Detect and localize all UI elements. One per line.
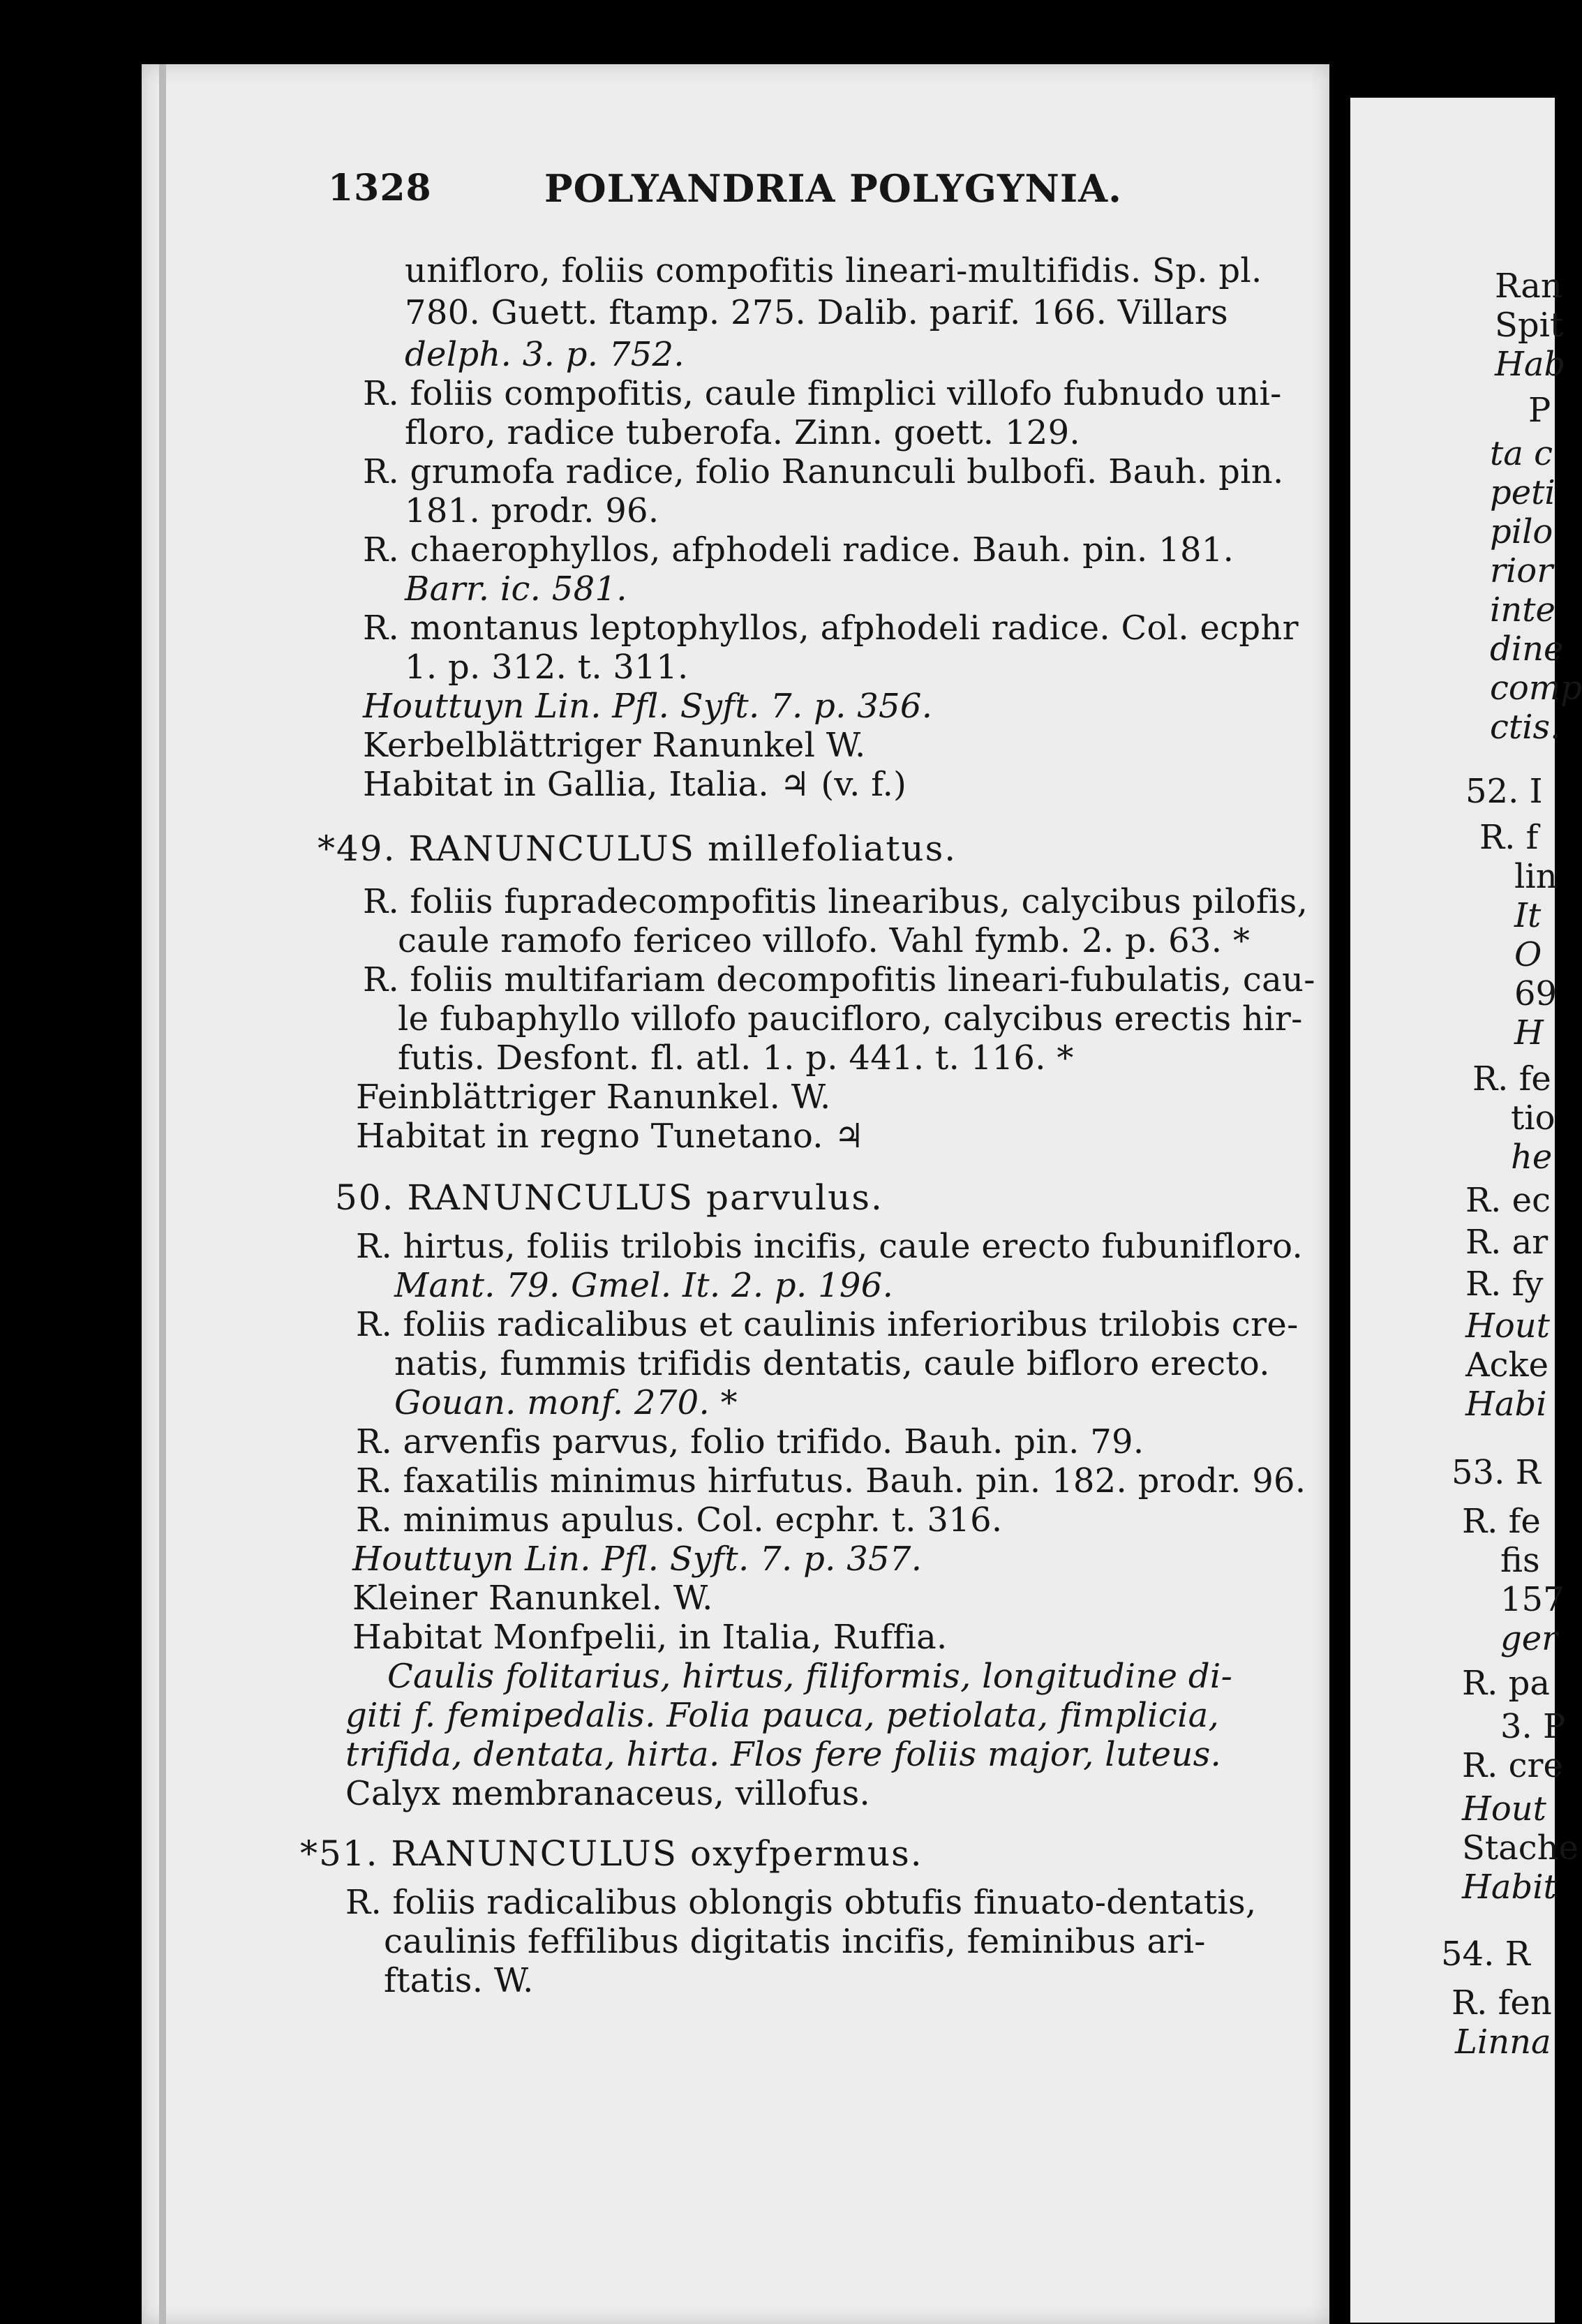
right-page-text: tio (1511, 1098, 1555, 1138)
right-page-text: comp (1490, 669, 1582, 708)
text-line: futis. Desfont. fl. atl. 1. p. 441. t. 116. * (398, 1038, 1074, 1078)
right-page-text: Spit (1495, 306, 1564, 345)
right-page-text: dine (1490, 630, 1564, 669)
right-page-text: he (1511, 1138, 1553, 1177)
text-line: natis, fummis trifidis dentatis, caule bifloro erecto. (394, 1344, 1270, 1383)
right-page-text: R. cre (1462, 1746, 1563, 1785)
text-line: R. foliis radicalibus et caulinis inferioribus trilobis cre- (356, 1305, 1299, 1344)
right-page-text: 54. R (1441, 1935, 1530, 1974)
text-line: le fubaphyllo villofo paucifloro, calycibus erectis hir- (398, 999, 1303, 1038)
text-line: Kleiner Ranunkel. W. (352, 1579, 713, 1618)
right-page-text: R. f (1479, 818, 1539, 857)
text-line: Caulis folitarius, hirtus, filiformis, longitudine di- (387, 1657, 1233, 1696)
right-page-text: 3. P (1500, 1707, 1566, 1746)
right-page-text: ctis. (1490, 708, 1561, 747)
text-line: Houttuyn Lin. Pfl. Syft. 7. p. 356. (363, 687, 933, 726)
text-line: 780. Guett. ftamp. 275. Dalib. parif. 166. Villars (405, 293, 1228, 332)
text-line: 181. prodr. 96. (405, 491, 659, 530)
text-line: Houttuyn Lin. Pfl. Syft. 7. p. 357. (352, 1540, 923, 1579)
right-page-text: Ran (1495, 267, 1562, 306)
right-page-text: Hout (1465, 1306, 1550, 1346)
right-page-text: Stache (1462, 1828, 1579, 1868)
right-page-text: R. ec (1465, 1181, 1551, 1220)
right-page-text: R. fe (1462, 1502, 1541, 1541)
right-page-text: ta c (1490, 434, 1553, 473)
text-line: R. foliis multifariam decompofitis lineari-fubulatis, cau- (363, 960, 1315, 999)
right-page-text: 69 (1514, 974, 1558, 1013)
text-line: Habitat Monfpelii, in Italia, Ruffia. (352, 1618, 948, 1657)
right-page-text: lin (1514, 857, 1558, 896)
text-line: caule ramofo fericeo villofo. Vahl fymb. 2. p. 63. * (398, 921, 1251, 960)
right-page-text: 157 (1500, 1580, 1565, 1619)
text-line: R. faxatilis minimus hirfutus. Bauh. pin. 182. prodr. 96. (356, 1461, 1306, 1500)
right-page-text: R. fy (1465, 1265, 1544, 1304)
right-page-text: peti (1490, 473, 1555, 512)
right-page-text: R. fe (1472, 1059, 1551, 1098)
right-page-text: fis (1500, 1541, 1540, 1580)
right-page-text: R. fen (1452, 1983, 1552, 2023)
species-heading: *51. RANUNCULUS oxyfpermus. (300, 1833, 923, 1874)
species-heading: *49. RANUNCULUS millefoliatus. (318, 828, 957, 869)
right-page-text: R. ar (1465, 1223, 1549, 1262)
right-page-text: It (1514, 896, 1542, 935)
right-page-text: 53. R (1452, 1453, 1541, 1492)
right-page-text: Linna (1455, 2023, 1551, 2062)
right-page-text: Hab (1495, 345, 1566, 384)
running-title: POLYANDRIA POLYGYNIA. (544, 166, 1122, 211)
text-line: Calyx membranaceus, villofus. (345, 1774, 871, 1813)
text-line: R. chaerophyllos, afphodeli radice. Bauh. pin. 181. (363, 530, 1234, 569)
text-line: R. hirtus, foliis trilobis incifis, caule erecto fubunifloro. (356, 1227, 1304, 1266)
text-line: R. arvenfis parvus, folio trifido. Bauh. pin. 79. (356, 1422, 1144, 1461)
book-gutter (1329, 64, 1350, 2324)
text-line: Barr. ic. 581. (405, 569, 627, 609)
text-line: trifida, dentata, hirta. Flos fere foliis major, luteus. (345, 1735, 1222, 1774)
right-page-text: Acke (1465, 1346, 1549, 1385)
text-line: delph. 3. p. 752. (405, 335, 685, 374)
species-heading: 50. RANUNCULUS parvulus. (335, 1177, 883, 1218)
right-page-text: P (1528, 391, 1551, 430)
text-line: R. foliis compofitis, caule fimplici villofo fubnudo uni- (363, 374, 1282, 413)
text-line: Feinblättriger Ranunkel. W. (356, 1078, 831, 1117)
text-line: Mant. 79. Gmel. It. 2. p. 196. (394, 1266, 894, 1305)
right-page-text: Hout (1462, 1789, 1546, 1828)
right-page-text: R. pa (1462, 1664, 1550, 1703)
right-page-text: Habi (1465, 1385, 1547, 1424)
right-page-text: rior (1490, 551, 1553, 590)
text-line: R. grumofa radice, folio Ranunculi bulbofi. Bauh. pin. (363, 452, 1284, 491)
right-page-text: O (1514, 935, 1542, 974)
text-line: 1. p. 312. t. 311. (405, 648, 689, 687)
right-page-text: Habit (1462, 1868, 1557, 1907)
text-line: R. montanus leptophyllos, afphodeli radice. Col. ecphr (363, 609, 1299, 648)
right-page-text: ger (1500, 1619, 1558, 1658)
right-page-text: 52. I (1465, 772, 1543, 811)
text-line: Kerbelblättriger Ranunkel W. (363, 726, 866, 765)
right-page-text: inte (1490, 590, 1555, 630)
text-line: ftatis. W. (384, 1961, 534, 2000)
text-line: Gouan. monf. 270. * (394, 1383, 738, 1422)
text-line: caulinis feffilibus digitatis incifis, feminibus ari- (384, 1922, 1206, 1961)
text-line: unifloro, foliis compofitis lineari-multifidis. Sp. pl. (405, 251, 1262, 290)
right-page-text: pilo (1490, 512, 1553, 551)
text-line: R. minimus apulus. Col. ecphr. t. 316. (356, 1500, 1003, 1540)
page-number: 1328 (328, 167, 432, 209)
page-edge-shadow (159, 64, 166, 2324)
text-line: R. foliis radicalibus oblongis obtufis finuato-dentatis, (345, 1883, 1257, 1922)
text-line: giti f. femipedalis. Folia pauca, petiolata, fimplicia, (345, 1696, 1220, 1735)
text-line: Habitat in Gallia, Italia. ♃ (v. f.) (363, 765, 907, 804)
text-line: floro, radice tuberofa. Zinn. goett. 129. (405, 413, 1080, 452)
text-line: Habitat in regno Tunetano. ♃ (356, 1117, 865, 1156)
text-line: R. foliis fupradecompofitis linearibus, calycibus pilofis, (363, 882, 1308, 921)
right-page-text: H (1514, 1013, 1544, 1052)
